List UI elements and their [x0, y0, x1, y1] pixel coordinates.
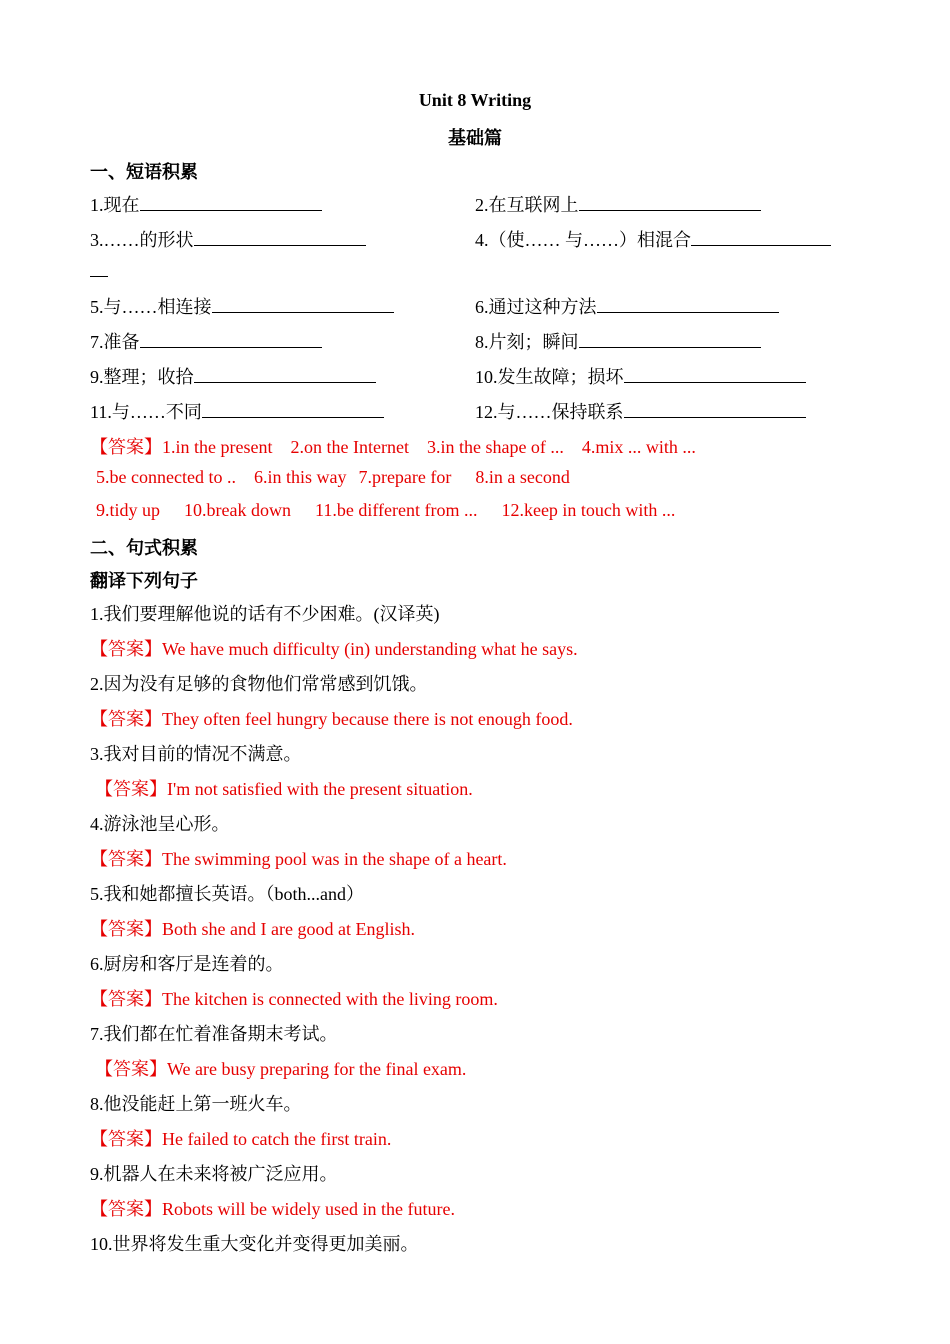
phrase-item: 10.发生故障；损坏 [475, 363, 806, 389]
answer-item: 【答案】I'm not satisfied with the present situation. [95, 779, 473, 799]
question-item: 5.我和她都擅长英语。（both...and） [90, 884, 364, 904]
phrase-item: 5.与……相连接 [90, 293, 394, 319]
question-item: 1.我们要理解他说的话有不少困难。(汉译英) [90, 604, 440, 624]
section2-subheading: 翻译下列句子 [90, 571, 198, 591]
document-title: Unit 8 Writing [418, 90, 532, 110]
phrase-answers-line: 【答案】1.in the present 2.on the Internet 3.in the shape of ... 4.mix ... with ... [90, 437, 696, 457]
question-item: 6.厨房和客厅是连着的。 [90, 954, 284, 974]
phrase-item-overflow [90, 261, 108, 282]
question-item: 3.我对目前的情况不满意。 [90, 744, 302, 764]
answer-item: 【答案】The kitchen is connected with the living room. [90, 989, 498, 1009]
phrase-item: 8.片刻；瞬间 [475, 328, 761, 354]
phrase-answers-line: 9.tidy up 10.break down 11.be different from ... 12.keep in touch with ... [96, 500, 676, 520]
question-item: 4.游泳池呈心形。 [90, 814, 230, 834]
document-subtitle: 基础篇 [448, 128, 502, 148]
phrase-answers-line: 5.be connected to .. 6.in this way 7.prepare for 8.in a second [96, 467, 570, 487]
answer-item: 【答案】Both she and I are good at English. [90, 919, 415, 939]
section1-heading: 一、短语积累 [90, 162, 198, 182]
phrase-item: 4.（使…… 与……）相混合 [475, 226, 831, 252]
question-item: 7.我们都在忙着准备期末考试。 [90, 1024, 338, 1044]
question-item: 2.因为没有足够的食物他们常常感到饥饿。 [90, 674, 428, 694]
phrase-item: 7.准备 [90, 328, 322, 354]
phrase-item: 3.……的形状 [90, 226, 366, 252]
answer-item: 【答案】We are busy preparing for the final exam. [95, 1059, 467, 1079]
section2-heading: 二、句式积累 [90, 538, 198, 558]
answer-item: 【答案】He failed to catch the first train. [90, 1129, 392, 1149]
phrase-item: 1.现在 [90, 191, 322, 217]
phrase-item: 2.在互联网上 [475, 191, 761, 217]
question-item: 10.世界将发生重大变化并变得更加美丽。 [90, 1234, 419, 1254]
answer-item: 【答案】We have much difficulty (in) understanding what he says. [90, 639, 578, 659]
answer-item: 【答案】They often feel hungry because there is not enough food. [90, 709, 573, 729]
answer-item: 【答案】Robots will be widely used in the future. [90, 1199, 455, 1219]
phrase-item: 9.整理；收拾 [90, 363, 376, 389]
phrase-item: 12.与……保持联系 [475, 398, 806, 424]
phrase-item: 11.与……不同 [90, 398, 384, 424]
question-item: 8.他没能赶上第一班火车。 [90, 1094, 302, 1114]
answer-item: 【答案】The swimming pool was in the shape of a heart. [90, 849, 507, 869]
phrase-item: 6.通过这种方法 [475, 293, 779, 319]
question-item: 9.机器人在未来将被广泛应用。 [90, 1164, 338, 1184]
